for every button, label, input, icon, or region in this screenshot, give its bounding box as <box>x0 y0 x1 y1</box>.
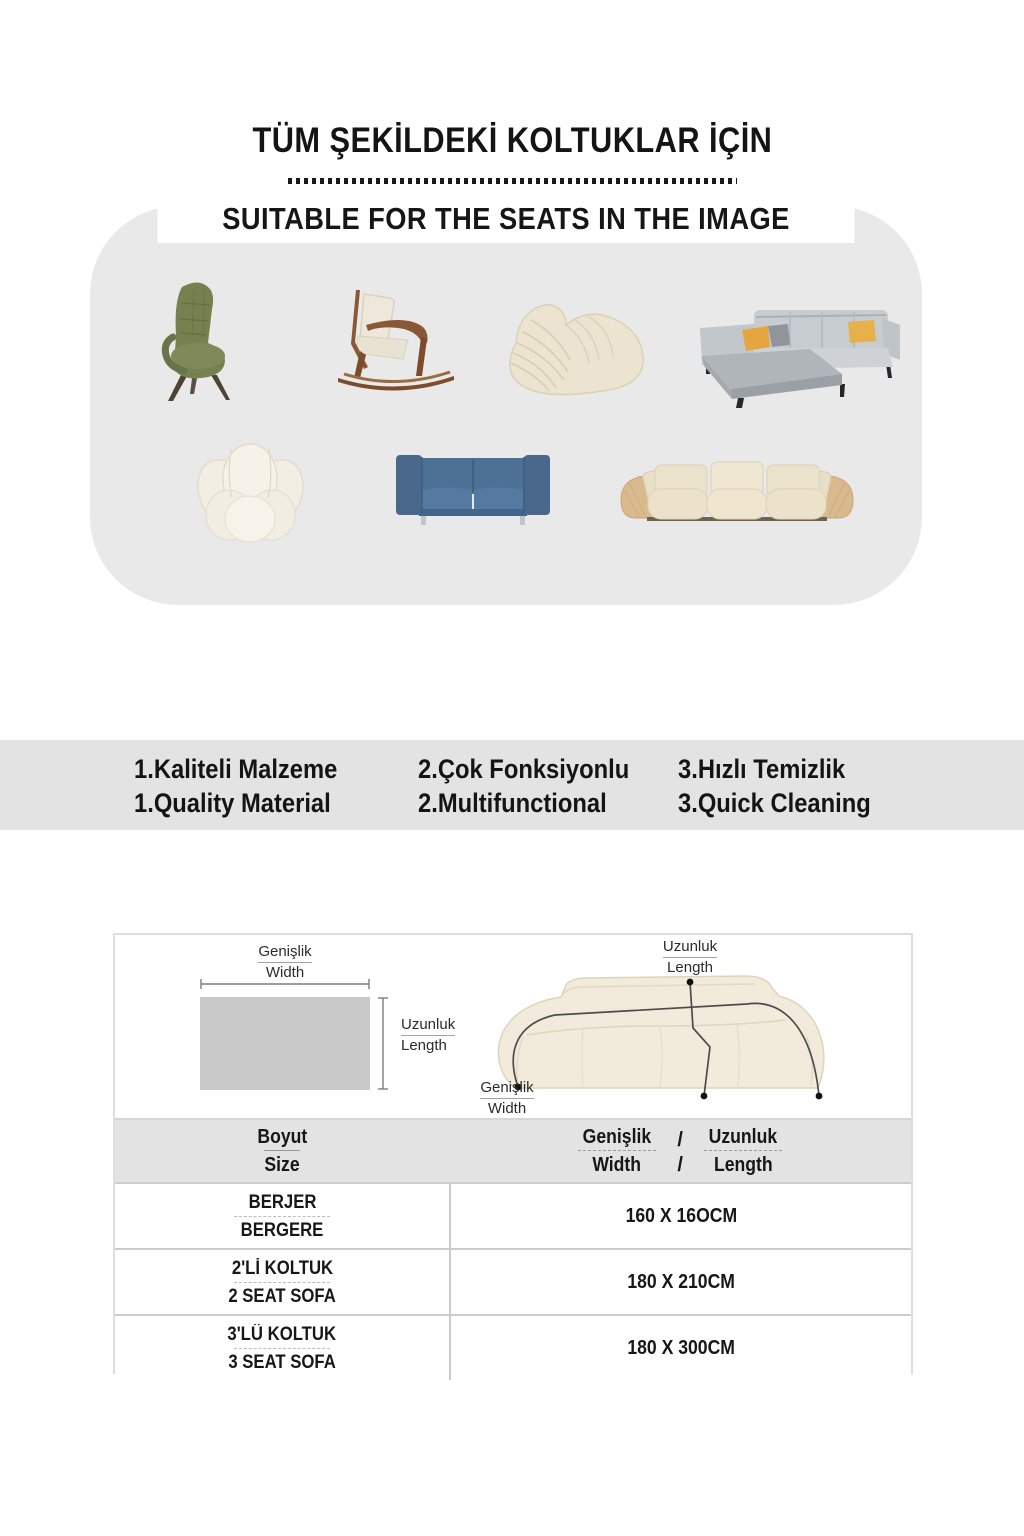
row-3-seat-tr: 3'LÜ KOLTUK <box>227 1323 337 1345</box>
feature-quick-cleaning-tr: 3.Hızlı Temizlik <box>678 754 846 784</box>
row-bergere-tr: BERJER <box>248 1191 317 1213</box>
header-length <box>710 1154 777 1176</box>
page-title <box>0 121 1024 161</box>
feature-quick-cleaning <box>678 752 897 820</box>
beige-three-seat-sofa-icon <box>615 457 859 529</box>
row-2-seat-name-cell <box>115 1250 449 1314</box>
feature-multifunctional-tr: 2.Çok Fonksiyonlu <box>418 754 630 784</box>
beige-lazy-lounge-chair-image <box>500 298 652 399</box>
green-bergere-armchair-icon <box>148 281 248 404</box>
sofa-width-label-tr: Genişlik <box>480 1078 533 1099</box>
size-table-header <box>115 1118 911 1182</box>
row-3-seat-size-cell <box>449 1316 911 1380</box>
header-divider-line <box>264 1150 300 1151</box>
subtitle-banner <box>158 194 855 243</box>
white-pumpkin-armchair-image <box>185 432 316 546</box>
row-2-seat-size: 180 X 210CM <box>627 1270 735 1293</box>
flat-width-label-tr: Genişlik <box>258 942 311 963</box>
row-bergere-en: BERGERE <box>240 1219 324 1241</box>
header-length-text: Length <box>713 1154 773 1176</box>
blue-two-seat-sofa-image <box>394 448 552 526</box>
row-bergere-size: 160 X 16OCM <box>625 1204 737 1227</box>
header-width <box>589 1154 644 1176</box>
page-subtitle: SUITABLE FOR THE SEATS IN THE IMAGE <box>222 200 790 236</box>
gray-corner-sectional-sofa-icon <box>690 294 908 412</box>
green-bergere-armchair-image <box>148 281 248 404</box>
flat-length-label <box>401 1015 511 1055</box>
flat-length-label-tr: Uzunluk <box>401 1015 455 1036</box>
header-uzunluk-text: Uzunluk <box>708 1126 778 1148</box>
header-width-text: Width <box>592 1154 642 1176</box>
sofa-length-label-tr: Uzunluk <box>663 937 717 958</box>
table-row-2-seat <box>115 1248 911 1314</box>
sofa-width-label <box>467 1078 547 1118</box>
header-slash-1: / <box>677 1129 683 1151</box>
row-2-seat-divider <box>234 1282 330 1283</box>
row-3-seat-en: 3 SEAT SOFA <box>228 1351 336 1373</box>
header-uzunluk <box>704 1126 782 1151</box>
header-genislik <box>578 1126 656 1151</box>
seat-gallery <box>90 200 922 605</box>
header-size: Size <box>264 1154 300 1176</box>
row-3-seat-name-cell <box>115 1316 449 1380</box>
size-table-header-size-column <box>115 1120 449 1182</box>
feature-multifunctional-en: 2.Multifunctional <box>418 788 607 818</box>
beige-lazy-lounge-chair-icon <box>500 298 652 399</box>
white-pumpkin-armchair-icon <box>185 432 316 546</box>
row-2-seat-size-cell <box>449 1250 911 1314</box>
header-genislik-text: Genişlik <box>582 1126 652 1148</box>
measurement-diagrams <box>115 935 911 1118</box>
header-dimensions-tr-row <box>565 1126 795 1151</box>
feature-quality-material-en: 1.Quality Material <box>134 788 331 818</box>
header-slash-2: / <box>677 1154 683 1176</box>
gray-corner-sectional-sofa-image <box>690 294 908 412</box>
flat-length-label-en: Length <box>401 1037 447 1054</box>
row-bergere-divider <box>234 1216 330 1217</box>
flat-width-label <box>225 942 345 982</box>
beige-three-seat-sofa-image <box>615 457 859 529</box>
features-band <box>0 740 1024 830</box>
row-3-seat-divider <box>234 1348 330 1349</box>
sofa-width-label-en: Width <box>487 1100 527 1117</box>
wooden-rocking-chair-icon <box>330 288 462 392</box>
dotted-separator <box>288 178 737 184</box>
table-row-bergere <box>115 1182 911 1248</box>
table-row-3-seat <box>115 1314 911 1380</box>
feature-quality-material <box>134 752 365 820</box>
page-title-text: TÜM ŞEKİLDEKİ KOLTUKLAR İÇİN <box>252 121 772 160</box>
feature-quick-cleaning-en: 3.Quick Cleaning <box>678 788 871 818</box>
header-dimensions-en-row <box>565 1154 795 1176</box>
size-guide-section <box>113 933 913 1374</box>
row-bergere-name-cell <box>115 1184 449 1248</box>
sofa-length-label-en: Length <box>667 959 713 976</box>
row-2-seat-tr: 2'Lİ KOLTUK <box>231 1257 333 1279</box>
row-bergere-size-cell <box>449 1184 911 1248</box>
size-table-header-dimensions-column <box>449 1120 911 1182</box>
sofa-length-label <box>630 937 750 977</box>
size-table <box>115 1118 911 1380</box>
header-boyut: Boyut <box>257 1126 308 1148</box>
feature-quality-material-tr: 1.Kaliteli Malzeme <box>134 754 338 784</box>
row-3-seat-size: 180 X 300CM <box>627 1336 735 1359</box>
row-2-seat-en: 2 SEAT SOFA <box>228 1285 336 1307</box>
wooden-rocking-chair-image <box>330 288 462 392</box>
feature-multifunctional <box>418 752 658 820</box>
flat-width-label-en: Width <box>265 964 305 981</box>
blue-two-seat-sofa-icon <box>394 448 552 526</box>
